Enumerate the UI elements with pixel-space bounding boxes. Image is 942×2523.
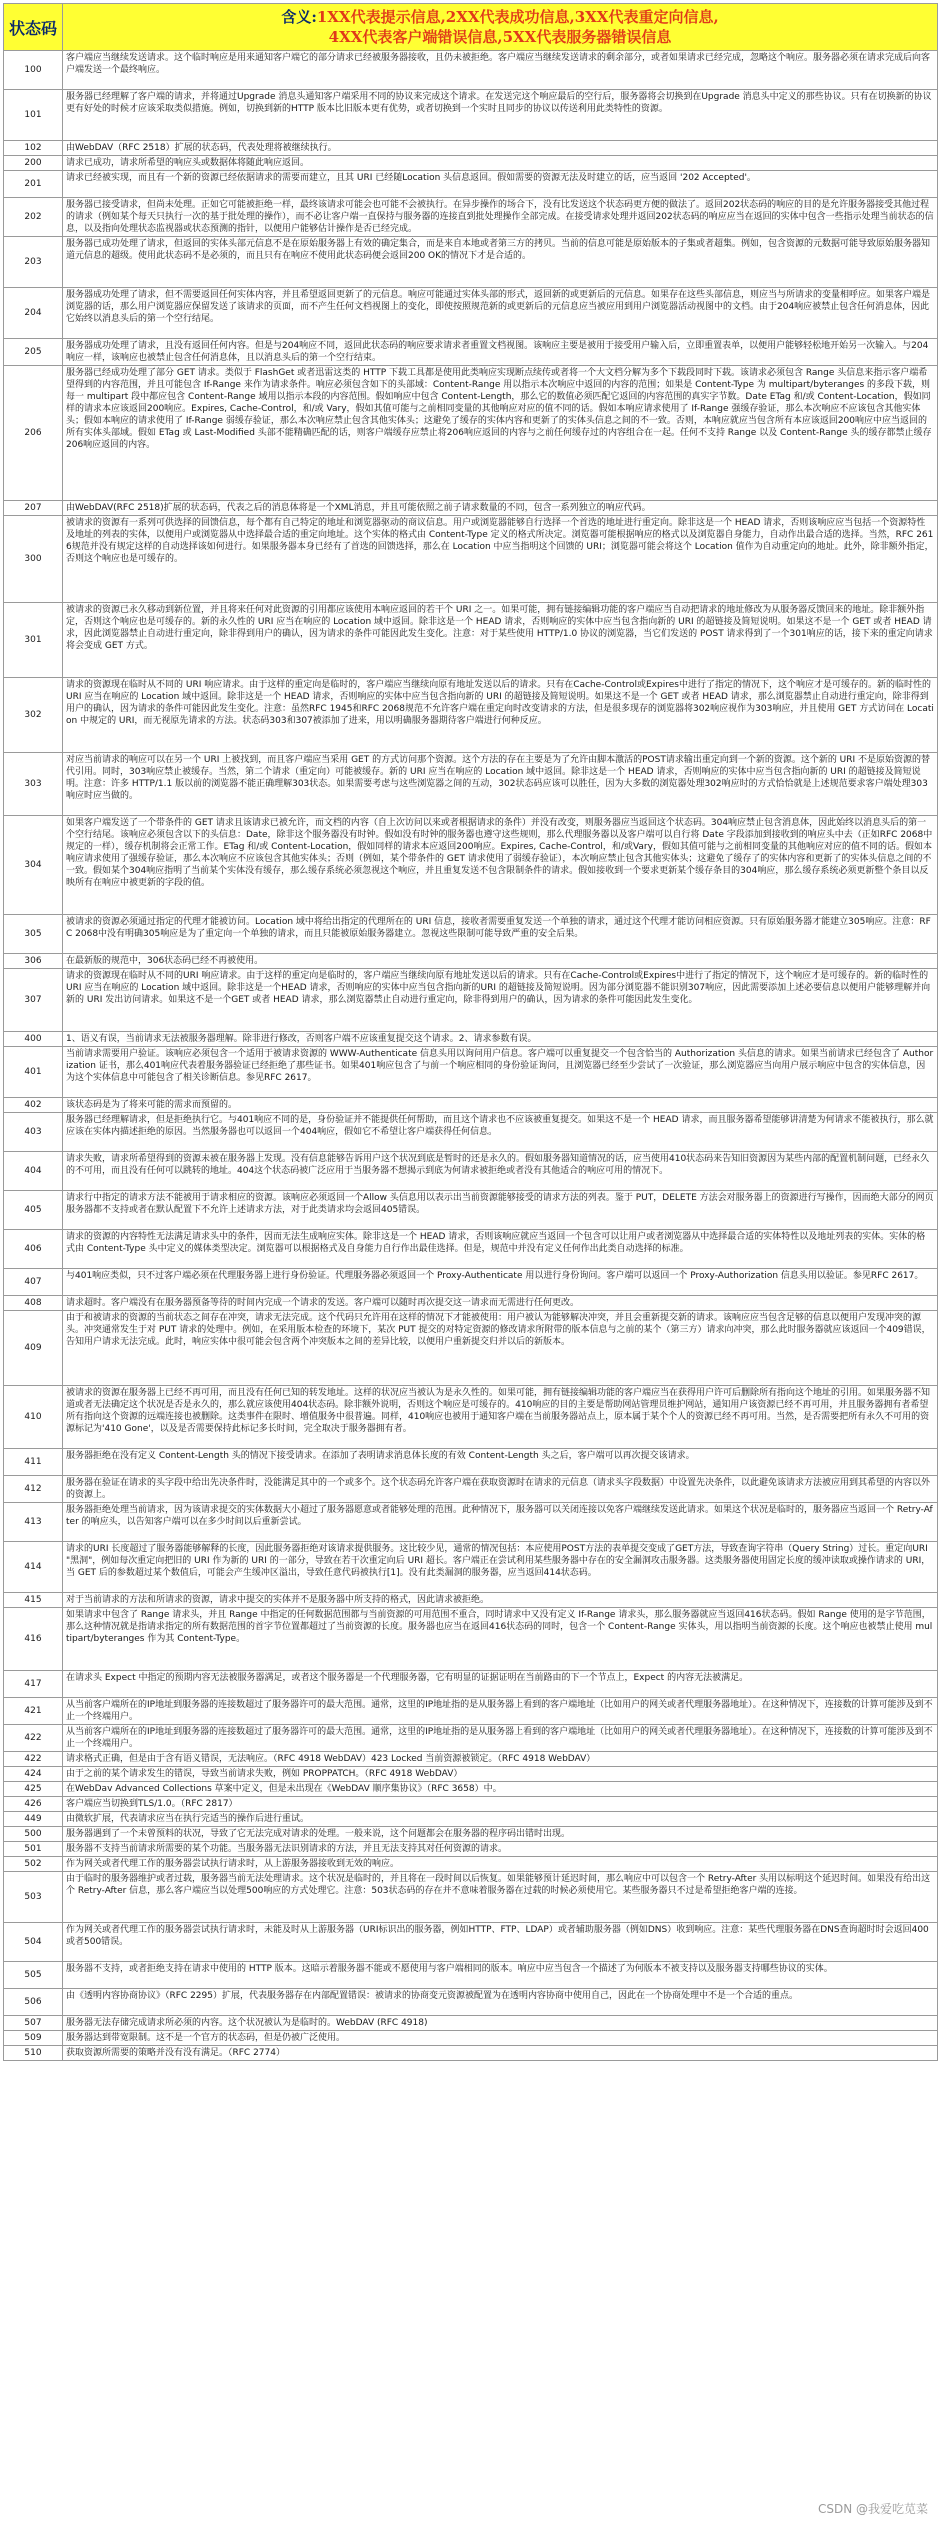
status-code-cell: 405 [4,1191,63,1229]
table-row [4,969,937,1032]
table-row [4,1857,937,1872]
description-cell: 在WebDav Advanced Collections 草案中定义，但是未出现在《WebDAV 顺序集协议》（RFC 3658）中。 [66,1784,502,1794]
description-cell: 服务器拒绝处理当前请求，因为该请求提交的实体数据大小超过了服务器愿意或者能够处理的范围。此种情况下，服务器可以关闭连接以免客户端继续发送此请求。如果这个状况是临时的，服务器应当返回一个 Retry-After 的响应头，以告知客户端可以在多少时间以后重新尝试。 [66,1505,933,1527]
description-cell: 服务器已经成功处理了部分 GET 请求。类似于 FlashGet 或者迅雷这类的 HTTP 下载工具都是使用此类响应实现断点续传或者将一个大文档分解为多个下载段同时下载。该请求必须包含 Range 头信息来指示客户端希望得到的内容范围，并且可能包含 If-Range 来作为请求条件。响应必须包含如下的头部域：Content-Range 用以指示本次响应中返回的内容的范围；如果是 Content-Type 为 multipart/byteranges 的多段下载，则每一 multipart 段中都应包含 Content-Range 域用以指示本段的内容范围。假如响应中包含 Content-Length，那么它的数值必须匹配它返回的内容范围的真实字节数。Date ETag 和/或 Content-Location，假如同样的请求本应该返回200响应。Expires, Cache-Control，和/或 Vary，假如其值可能与之前相同变量的其他响应对应的值不同的话。假如本响应请求使用了 If-Range 强缓存验证，那么本次响应不应该包含其他实体头；假如本响应的请求使用了 If-Range 弱缓存验证，那么本次响应禁止包含其他实体头；这避免了缓存的实体内容和更新了的实体头信息之间的不一致。否则，本响应就应当包含所有本应该返回200响应中应当返回的所有实体头部域。假如 ETag 或 Last-Modified 头部不能精确匹配的话，则客户端缓存应禁止将206响应返回的内容与之前任何缓存过的内容组合在一起。任何不支持 Range 以及 Content-Range 头的缓存都禁止缓存206响应返回的内容。 [66,368,932,450]
table-row [4,603,937,678]
table-row [4,915,937,954]
table-row [4,1812,937,1827]
description-cell: 服务器已经理解了客户端的请求，并将通过Upgrade 消息头通知客户端采用不同的协议来完成这个请求。在发送完这个响应最后的空行后，服务器将会切换到在Upgrade 消息头中定义的那些协议。只有在切换新的协议更有好处的时候才应该采取类似措施。例如，切换到新的HTTP 版本比旧版本更有优势，或者切换到一个实时且同步的协议以传送利用此类特性的资源。 [66,92,932,114]
table-row [4,1503,937,1542]
legend-segment: 4XX代表客户端错误信息, [328,28,503,46]
table-row [4,1842,937,1857]
status-code-cell: 304 [4,816,63,914]
status-code-cell: 417 [4,1671,63,1697]
meaning-legend [63,4,937,50]
status-code-cell: 415 [4,1593,63,1607]
status-code-cell: 302 [4,678,63,752]
table-row [4,1296,937,1311]
status-code-cell: 504 [4,1923,63,1961]
description-cell: 从当前客户端所在的IP地址到服务器的连接数超过了服务器许可的最大范围。通常，这里的IP地址指的是从服务器上看到的客户端地址（比如用户的网关或者代理服务器地址）。在这种情况下，连接数的计算可能涉及到不止一个终端用户。 [66,1727,933,1749]
status-code-cell: 411 [4,1449,63,1475]
status-code-cell: 410 [4,1386,63,1448]
status-code-table [3,3,938,2061]
status-code-cell: 413 [4,1503,63,1541]
description-cell: 获取资源所需要的策略并没有没有满足。（RFC 2774） [66,2048,285,2058]
description-cell: 与401响应类似，只不过客户端必须在代理服务器上进行身份验证。代理服务器必须返回一个 Proxy-Authenticate 用以进行身份询问。客户端可以返回一个 Proxy-Authorization 信息头用以验证。参见RFC 2617。 [66,1271,924,1281]
description-cell: 服务器无法存储完成请求所必须的内容。这个状况被认为是临时的。WebDAV (RFC 4918) [66,2018,428,2028]
status-code-cell: 416 [4,1608,63,1670]
status-code-cell: 203 [4,237,63,287]
status-code-cell: 407 [4,1269,63,1295]
description-cell: 1、语义有误，当前请求无法被服务器理解。除非进行修改，否则客户端不应该重复提交这个请求。2、请求参数有误。 [66,1034,537,1044]
table-row [4,1032,937,1047]
table-row [4,1542,937,1593]
description-cell: 对于当前请求的方法和所请求的资源，请求中提交的实体并不是服务器中所支持的格式，因此请求被拒绝。 [66,1595,490,1605]
description-cell: 服务器已经理解请求，但是拒绝执行它。与401响应不同的是，身份验证并不能提供任何帮助，而且这个请求也不应该被重复提交。如果这不是一个 HEAD 请求，而且服务器希望能够讲清楚为何请求不能被执行，那么就应该在实体内描述拒绝的原因。当然服务器也可以返回一个404响应，假如它不希望让客户端获得任何信息。 [66,1115,934,1137]
legend-segment: 3XX代表重定向信息, [574,8,719,26]
description-cell: 由于之前的某个请求发生的错误，导致当前请求失败，例如 PROPPATCH。（RFC 4918 WebDAV） [66,1769,463,1779]
description-cell: 被请求的资源已永久移动到新位置，并且将来任何对此资源的引用都应该使用本响应返回的若干个 URI 之一。如果可能，拥有链接编辑功能的客户端应当自动把请求的地址修改为从服务器反馈回来的地址。除非额外指定，否则这个响应也是可缓存的。新的永久性的 URI 应当在响应的 Location 域中返回。除非这是一个 HEAD 请求，否则响应的实体中应当包含指向新的 URI 的超链接及简短说明。如果这不是一个 GET 或者 HEAD 请求，因此浏览器禁止自动进行重定向，除非得到用户的确认，因为请求的条件可能因此发生变化。注意：对于某些使用 HTTP/1.0 协议的浏览器，当它们发送的 POST 请求得到了一个301响应的话，接下来的重定向请求将会变成 GET 方式。 [66,605,933,651]
status-code-cell: 303 [4,753,63,815]
code-column-header: 状态码 [4,4,63,50]
status-code-cell: 101 [4,90,63,140]
status-code-cell: 205 [4,339,63,365]
description-cell: 从当前客户端所在的IP地址到服务器的连接数超过了服务器许可的最大范围。通常，这里的IP地址指的是从服务器上看到的客户端地址（比如用户的网关或者代理服务器地址）。在这种情况下，连接数的计算可能涉及到不止一个终端用户。 [66,1700,933,1722]
legend-segment: 1XX代表提示信息, [316,8,446,26]
description-cell: 服务器拒绝在没有定义 Content-Length 头的情况下接受请求。在添加了表明请求消息体长度的有效 Content-Length 头之后，客户端可以再次提交该请求。 [66,1451,695,1461]
table-row [4,1311,937,1386]
description-cell: 服务器达到带宽限制。这不是一个官方的状态码，但是仍被广泛使用。 [66,2033,346,2043]
status-code-cell: 505 [4,1962,63,1988]
status-code-cell: 305 [4,915,63,953]
status-code-cell: 200 [4,156,63,170]
table-row [4,1269,937,1296]
description-cell: 客户端应当继续发送请求。这个临时响应是用来通知客户端它的部分请求已经被服务器接收，且仍未被拒绝。客户端应当继续发送请求的剩余部分，或者如果请求已经完成，忽略这个响应。服务器必须在请求完成后向客户端发送一个最终响应。 [66,53,931,75]
table-body [3,51,938,2061]
description-cell: 由WebDAV（RFC 2518）扩展的状态码，代表处理将被继续执行。 [66,143,337,153]
description-cell: 服务器已接受请求，但尚未处理。正如它可能被拒绝一样，最终该请求可能会也可能不会被执行。在异步操作的场合下，没有比发送这个状态码更方便的做法了。返回202状态码的响应的目的是允许服务器接受其他过程的请求（例如某个每天只执行一次的基于批处理的操作），而不必让客户端一直保持与服务器的连接直到批处理操作全部完成。在接受请求处理并返回202状态码的响应应当在返回的实体中包含一些指示处理当前状态的信息，以及指向处理状态监视器或状态预测的指针，以便用户能够估计操作是否已经完成。 [66,200,934,234]
description-cell: 由《透明内容协商协议》（RFC 2295）扩展，代表服务器存在内部配置错误：被请求的协商变元资源被配置为在透明内容协商中使用自己，因此在一个协商处理中不是一个合适的重点。 [66,1991,798,2001]
table-row [4,1767,937,1782]
legend-segment: 5XX代表服务器错误信息 [502,28,672,46]
status-code-cell: 102 [4,141,63,155]
table-row [4,1989,937,2016]
table-row [4,2016,937,2031]
description-cell: 请求超时。客户端没有在服务器预备等待的时间内完成一个请求的发送。客户端可以随时再次提交这一请求而无需进行任何更改。 [66,1298,580,1308]
description-cell: 服务器遇到了一个未曾预料的状况，导致了它无法完成对请求的处理。一般来说，这个问题都会在服务器的程序码出错时出现。 [66,1829,571,1839]
description-cell: 请求格式正确，但是由于含有语义错误，无法响应。（RFC 4918 WebDAV）423 Locked 当前资源被锁定。（RFC 4918 WebDAV） [66,1754,596,1764]
table-row [4,816,937,915]
watermark: CSDN @我爱吃苋菜 [817,2502,928,2516]
table-row [4,1152,937,1191]
description-cell: 被请求的资源必须通过指定的代理才能被访问。Location 域中将给出指定的代理所在的 URI 信息，接收者需要重复发送一个单独的请求，通过这个代理才能访问相应资源。只有原始服务器才能建立305响应。注意：RFC 2068中没有明确305响应是为了重定向一个单独的请求，而且只能被原始服务器建立。忽视这些限制可能导致严重的安全后果。 [66,917,931,939]
table-header [3,3,938,51]
table-row [4,1923,937,1962]
table-row [4,1608,937,1671]
description-cell: 服务器在验证在请求的头字段中给出先决条件时，没能满足其中的一个或多个。这个状态码允许客户端在获取资源时在请求的元信息（请求头字段数据）中设置先决条件，以此避免该请求方法被应用到其希望的内容以外的资源上。 [66,1478,931,1500]
legend-segment: 2XX代表成功信息, [445,8,575,26]
description-cell: 该状态码是为了将来可能的需求而预留的。 [66,1100,238,1110]
description-cell: 请求失败，请求所希望得到的资源未被在服务器上发现。没有信息能够告诉用户这个状况到底是暂时的还是永久的。假如服务器知道情况的话，应当使用410状态码来告知旧资源因为某些内部的配置机制问题，已经永久的不可用，而且没有任何可以跳转的地址。404这个状态码被广泛应用于当服务器不想揭示到底为何请求被拒绝或者没有其他适合的响应可用的情况下。 [66,1154,930,1176]
status-code-cell: 509 [4,2031,63,2045]
status-code-cell: 204 [4,288,63,338]
description-cell: 对应当前请求的响应可以在另一个 URI 上被找到，而且客户端应当采用 GET 的方式访问那个资源。这个方法的存在主要是为了允许由脚本激活的POST请求输出重定向到一个新的资源。这个新的 URI 不是原始资源的替代引用。同时，303响应禁止被缓存。当然，第二个请求（重定向）可能被缓存。新的 URI 应当在响应的 Location 域中返回。除非这是一个 HEAD 请求，否则响应的实体中应当包含指向新的 URI 的超链接及简短说明。注意：许多 HTTP/1.1 版以前的浏览器不能正确理解303状态。如果需要考虑与这些浏览器之间的互动，302状态码应该可以胜任，因为大多数的浏览器处理302响应时的方式恰恰就是上述规范要求客户端处理303响应时应当做的。 [66,755,931,801]
description-cell: 当前请求需要用户验证。该响应必须包含一个适用于被请求资源的 WWW-Authenticate 信息头用以询问用户信息。客户端可以重复提交一个包含恰当的 Authorization 头信息的请求。如果当前请求已经包含了 Authorization 证书，那么401响应代表着服务器验证已经拒绝了那些证书。如果401响应包含了与前一个响应相同的身份验证询问，且浏览器已经至少尝试了一次验证，那么浏览器应当向用户展示响应中包含的实体信息，因为这个实体信息中可能包含了相关诊断信息。参见RFC 2617。 [66,1049,934,1083]
legend-line [69,27,931,47]
status-code-cell: 207 [4,501,63,515]
description-cell: 如果客户端发送了一个带条件的 GET 请求且该请求已被允许，而文档的内容（自上次访问以来或者根据请求的条件）并没有改变，则服务器应当返回这个状态码。304响应禁止包含消息体，因此始终以消息头后的第一个空行结尾。该响应必须包含以下的头信息：Date，除非这个服务器没有时钟。假如没有时钟的服务器也遵守这些规则，那么代理服务器以及客户端可以自行将 Date 字段添加到接收到的响应头中去（正如RFC 2068中规定的一样），缓存机制将会正常工作。ETag 和/或 Content-Location，假如同样的请求本应返回200响应。Expires, Cache-Control，和/或Vary，假如其值可能与之前相同变量的其他响应对应的值不同的话。假如本响应请求使用了强缓存验证，那么本次响应不应该包含其他实体头；否则（例如，某个带条件的 GET 请求使用了弱缓存验证），本次响应禁止包含其他实体头；这避免了缓存了的实体内容和更新了的实体头信息之间的不一致。假如某个304响应指明了当前某个实体没有缓存，那么缓存系统必须忽视这个响应，并且重复发送不包含限制条件的请求。假如接收到一个要求更新某个缓存条目的304响应，那么缓存系统必须更新整个条目以反映所有在响应中被更新的字段的值。 [66,818,933,888]
table-row [4,1671,937,1698]
description-cell: 服务器不支持当前请求所需要的某个功能。当服务器无法识别请求的方法，并且无法支持其对任何资源的请求。 [66,1844,508,1854]
table-row [4,1449,937,1476]
description-cell: 作为网关或者代理工作的服务器尝试执行请求时，从上游服务器接收到无效的响应。 [66,1859,400,1869]
table-row [4,141,937,156]
description-cell: 由微软扩展，代表请求应当在执行完适当的操作后进行重试。 [66,1814,310,1824]
status-code-cell: 507 [4,2016,63,2030]
status-code-cell: 403 [4,1113,63,1151]
status-code-cell: 422 [4,1725,63,1751]
status-code-cell: 409 [4,1311,63,1385]
description-cell: 由WebDAV(RFC 2518)扩展的状态码，代表之后的消息体将是一个XML消息，并且可能依照之前子请求数量的不同，包含一系列独立的响应代码。 [66,503,651,513]
description-cell: 在最新版的规范中，306状态码已经不再被使用。 [66,956,264,966]
table-row [4,1230,937,1269]
description-cell: 服务器已成功处理了请求，但返回的实体头部元信息不是在原始服务器上有效的确定集合，而是来自本地或者第三方的拷贝。当前的信息可能是原始版本的子集或者超集。例如，包含资源的元数据可能导致原始服务器知道元信息的超级。使用此状态码不是必须的，而且只有在响应不使用此状态码便会返回200 OK的情况下才是合适的。 [66,239,931,261]
status-code-cell: 408 [4,1296,63,1310]
description-cell: 服务器成功处理了请求，且没有返回任何内容。但是与204响应不同，返回此状态码的响应要求请求者重置文档视图。该响应主要是被用于接受用户输入后，立即重置表单，以便用户能够轻松地开始另一次输入。与204响应一样，该响应也被禁止包含任何消息体，且以消息头后的第一个空行结束。 [66,341,929,363]
status-code-cell: 510 [4,2046,63,2060]
description-cell: 请求的URI 长度超过了服务器能够解释的长度，因此服务器拒绝对该请求提供服务。这比较少见，通常的情况包括：本应使用POST方法的表单提交变成了GET方法，导致查询字符串（Query String）过长。重定向URI "黑洞"，例如每次重定向把旧的 URI 作为新的 URI 的一部分，导致在若干次重定向后 URI 超长。客户端正在尝试利用某些服务器中存在的安全漏洞攻击服务器。这类服务器使用固定长度的缓冲读取或操作请求的 URI，当 GET 后的参数超过某个数值后，可能会产生缓冲区溢出，导致任意代码被执行[1]。没有此类漏洞的服务器，应当返回414状态码。 [66,1544,931,1578]
status-code-cell: 424 [4,1767,63,1781]
status-code-cell: 414 [4,1542,63,1592]
table-row [4,1476,937,1503]
status-code-cell: 425 [4,1782,63,1796]
table-row [4,339,937,366]
status-code-cell: 500 [4,1827,63,1841]
description-cell: 被请求的资源有一系列可供选择的回馈信息，每个都有自己特定的地址和浏览器驱动的商议信息。用户或浏览器能够自行选择一个首选的地址进行重定向。除非这是一个 HEAD 请求，否则该响应应当包括一个资源特性及地址的列表的实体，以便用户或浏览器从中选择最合适的重定向地址。这个实体的格式由 Content-Type 定义的格式所决定。浏览器可能根据响应的格式以及浏览器自身能力，自动作出最合适的选择。当然，RFC 2616规范并没有规定这样的自动选择该如何进行。如果服务器本身已经有了首选的回馈选择，那么在 Location 中应当指明这个回馈的 URI；浏览器可能会将这个 Location 值作为自动重定向的地址。此外，除非额外指定，否则这个响应也是可缓存的。 [66,518,934,564]
table-row [4,1047,937,1098]
status-code-cell: 422 [4,1752,63,1766]
status-code-cell: 501 [4,1842,63,1856]
table-row [4,1752,937,1767]
status-code-cell: 404 [4,1152,63,1190]
table-row [4,171,937,198]
status-code-cell: 502 [4,1857,63,1871]
description-cell: 在请求头 Expect 中指定的预期内容无法被服务器满足，或者这个服务器是一个代理服务器，它有明显的证据证明在当前路由的下一个节点上，Expect 的内容无法被满足。 [66,1673,749,1683]
table-row [4,1386,937,1449]
table-row [4,1725,937,1752]
description-cell: 由于和被请求的资源的当前状态之间存在冲突，请求无法完成。这个代码只允许用在这样的情况下才能被使用：用户被认为能够解决冲突，并且会重新提交新的请求。该响应应当包含足够的信息以便用户发现冲突的源头。冲突通常发生于对 PUT 请求的处理中。例如，在采用版本检查的环境下，某次 PUT 提交的对特定资源的修改请求所附带的版本信息与之前的某个（第三方）请求向冲突，那么此时服务器就应该返回一个409错误，告知用户请求无法完成。此时，响应实体中很可能会包含两个冲突版本之间的差异比较，以便用户重新提交归并以后的新版本。 [66,1313,931,1347]
status-code-cell: 300 [4,516,63,602]
description-cell: 请求行中指定的请求方法不能被用于请求相应的资源。该响应必须返回一个Allow 头信息用以表示出当前资源能够接受的请求方法的列表。鉴于 PUT，DELETE 方法会对服务器上的资源进行写操作，因而绝大部分的网页服务器都不支持或者在默认配置下不允许上述请求方法，对于此类请求均会返回405错误。 [66,1193,934,1215]
description-cell: 作为网关或者代理工作的服务器尝试执行请求时，未能及时从上游服务器（URI标识出的服务器，例如HTTP、FTP、LDAP）或者辅助服务器（例如DNS）收到响应。注意：某些代理服务器在DNS查询超时时会返回400或者500错误。 [66,1925,929,1947]
table-row [4,1593,937,1608]
table-row [4,198,937,237]
table-row [4,1782,937,1797]
status-code-cell: 206 [4,366,63,500]
description-cell: 如果请求中包含了 Range 请求头，并且 Range 中指定的任何数据范围都与当前资源的可用范围不重合，同时请求中又没有定义 If-Range 请求头，那么服务器就应当返回416状态码。假如 Range 使用的是字节范围，那么这种情况就是指请求指定的所有数据范围的首字节位置都超过了当前资源的长度。服务器也应当在返回416状态码的同时，包含一个 Content-Range 实体头，用以指明当前资源的长度。这个响应也被禁止使用 multipart/byteranges 作为其 Content-Type。 [66,1610,933,1644]
table-row [4,156,937,171]
description-cell: 由于临时的服务器维护或者过载，服务器当前无法处理请求。这个状况是临时的，并且将在一段时间以后恢复。如果能够预计延迟时间，那么响应中可以包含一个 Retry-After 头用以标明这个延迟时间。如果没有给出这个 Retry-After 信息，那么客户端应当以处理500响应的方式处理它。注意：503状态码的存在并不意味着服务器在过载的时候必须使用它。某些服务器只不过是希望拒绝客户端的连接。 [66,1874,931,1896]
table-row [4,51,937,90]
table-row [4,678,937,753]
status-code-cell: 426 [4,1797,63,1811]
table-row [4,1113,937,1152]
description-cell: 客户端应当切换到TLS/1.0。（RFC 2817） [66,1799,238,1809]
description-cell: 请求已经被实现，而且有一个新的资源已经依据请求的需要而建立，且其 URI 已经随Location 头信息返回。假如需要的资源无法及时建立的话，应当返回 '202 Accepted'。 [66,173,756,183]
table-row [4,1191,937,1230]
status-code-cell: 202 [4,198,63,236]
table-row [4,1797,937,1812]
table-row [4,1827,937,1842]
table-row [4,90,937,141]
status-code-cell: 406 [4,1230,63,1268]
table-row [4,1872,937,1923]
description-cell: 请求的资源现在临时从不同的 URI 响应请求。由于这样的重定向是临时的，客户端应当继续向原有地址发送以后的请求。只有在Cache-Control或Expires中进行了指定的情况下，这个响应才是可缓存的。新的临时性的 URI 应当在响应的 Location 域中返回。除非这是一个 HEAD 请求，否则响应的实体中应当包含指向新的 URI 的超链接及简短说明。如果这不是一个 GET 或者 HEAD 请求，那么浏览器禁止自动进行重定向，除非得到用户的确认，因为请求的条件可能因此发生变化。注意：虽然RFC 1945和RFC 2068规范不允许客户端在重定向时改变请求的方法，但是很多现存的浏览器将302响应视作为303响应，并且使用 GET 方式访问在 Location 中规定的 URI，而无视原先请求的方法。状态码303和307被添加了进来，用以明确服务器期待客户端进行何种反应。 [66,680,934,726]
status-code-cell: 100 [4,51,63,89]
legend-segment: 含义: [281,8,317,26]
status-code-cell: 306 [4,954,63,968]
table-row [4,1962,937,1989]
status-code-cell: 506 [4,1989,63,2015]
table-row [4,288,937,339]
description-cell: 服务器成功处理了请求，但不需要返回任何实体内容，并且希望返回更新了的元信息。响应可能通过实体头部的形式，返回新的或更新后的元信息。如果存在这些头部信息，则应当与所请求的变量相呼应。如果客户端是浏览器的话，那么用户浏览器应保留发送了该请求的页面，而不产生任何文档视图上的变化，即使按照规范新的或更新后的元信息应当被应用到用户浏览器活动视图中的文档。由于204响应被禁止包含任何消息体，因此它始终以消息头后的第一个空行结尾。 [66,290,931,324]
table-row [4,1098,937,1113]
status-code-cell: 503 [4,1872,63,1922]
description-cell: 请求已成功，请求所希望的响应头或数据体将随此响应返回。 [66,158,310,168]
status-code-cell: 421 [4,1698,63,1724]
status-code-cell: 402 [4,1098,63,1112]
table-row [4,2046,937,2061]
description-cell: 请求的资源的内容特性无法满足请求头中的条件，因而无法生成响应实体。除非这是一个 HEAD 请求，否则该响应就应当返回一个包含可以让用户或者浏览器从中选择最合适的实体特性以及地址列表的实体。实体的格式由 Content-Type 头中定义的媒体类型决定。浏览器可以根据格式及自身能力自行作出最佳选择。但是，规范中并没有定义任何作出此类自动选择的标准。 [66,1232,926,1254]
status-code-cell: 400 [4,1032,63,1046]
status-code-cell: 307 [4,969,63,1031]
table-row [4,501,937,516]
description-cell: 请求的资源现在临时从不同的URI 响应请求。由于这样的重定向是临时的，客户端应当继续向原有地址发送以后的请求。只有在Cache-Control或Expires中进行了指定的情况下，这个响应才是可缓存的。新的临时性的URI 应当在响应的 Location 域中返回。除非这是一个HEAD 请求，否则响应的实体中应当包含指向新的URI 的超链接及简短说明。因为部分浏览器不能识别307响应，因此需要添加上述必要信息以便用户能够理解并向新的 URI 发出访问请求。如果这不是一个GET 或者 HEAD 请求，那么浏览器禁止自动进行重定向，除非得到用户的确认，因为请求的条件可能因此发生变化。 [66,971,931,1005]
status-code-cell: 301 [4,603,63,677]
table-row [4,753,937,816]
status-code-cell: 412 [4,1476,63,1502]
legend-line [69,7,931,27]
table-row [4,954,937,969]
table-row [4,1698,937,1725]
status-code-cell: 449 [4,1812,63,1826]
table-row [4,2031,937,2046]
status-code-cell: 201 [4,171,63,197]
description-cell: 服务器不支持，或者拒绝支持在请求中使用的 HTTP 版本。这暗示着服务器不能或不愿使用与客户端相同的版本。响应中应当包含一个描述了为何版本不被支持以及服务器支持哪些协议的实体。 [66,1964,833,1974]
description-cell: 被请求的资源在服务器上已经不再可用，而且没有任何已知的转发地址。这样的状况应当被认为是永久性的。如果可能，拥有链接编辑功能的客户端应当在获得用户许可后删除所有指向这个地址的引用。如果服务器不知道或者无法确定这个状况是否是永久的，那么就应该使用404状态码。除非额外说明，否则这个响应是可缓存的。410响应的目的主要是帮助网站管理员维护网站，通知用户该资源已经不再可用，并且服务器拥有者希望所有指向这个资源的远端连接也被删除。这类事件在限时、增值服务中很普遍。同样，410响应也被用于通知客户端在当前服务器站点上，原本属于某个个人的资源已经不再可用。当然，是否需要把所有永久不可用的资源标记为'410 Gone'，以及是否需要保持此标记多长时间，完全取决于服务器拥有者。 [66,1388,931,1434]
status-code-cell: 401 [4,1047,63,1097]
table-row [4,516,937,603]
table-row [4,366,937,501]
table-row [4,237,937,288]
